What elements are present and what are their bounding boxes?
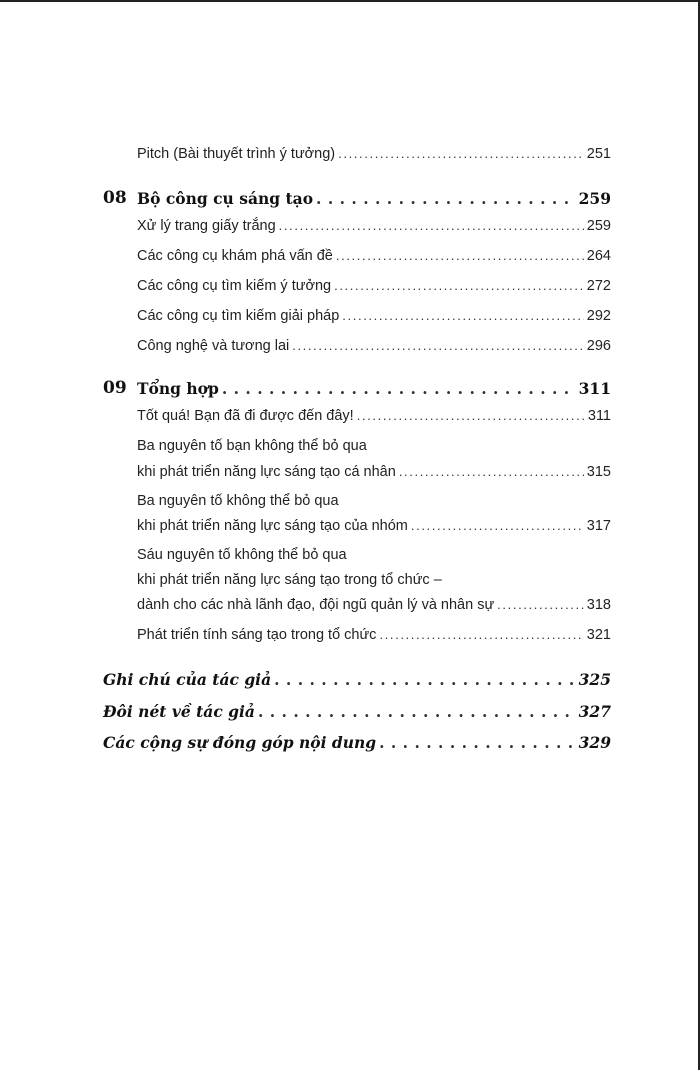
- toc-entry-title-line: Ba nguyên tố không thể bỏ qua: [137, 493, 339, 509]
- dot-leader: [342, 308, 584, 324]
- toc-entry-title: khi phát triển năng lực sáng tạo của nhóm: [137, 518, 408, 534]
- toc-entry-title: Pitch (Bài thuyết trình ý tưởng): [137, 146, 336, 162]
- dot-leader: [334, 278, 584, 294]
- toc-entry[interactable]: [137, 218, 611, 234]
- dot-leader: [379, 733, 576, 752]
- toc-back-matter-entry[interactable]: [103, 670, 611, 689]
- toc-entry-title: Xử lý trang giấy trắng: [137, 218, 276, 234]
- toc-entry[interactable]: [137, 627, 611, 643]
- toc-entry-title: Tốt quá! Bạn đã đi được đến đây!: [137, 408, 354, 424]
- toc-entry-page: 272: [586, 278, 611, 294]
- toc-back-matter-entry[interactable]: [103, 733, 611, 752]
- chapter-page: 259: [578, 189, 611, 208]
- toc-chapter-08[interactable]: [137, 189, 611, 208]
- toc-entry[interactable]: [137, 248, 611, 264]
- chapter-page: 311: [578, 379, 611, 398]
- chapter-title: Bộ công cụ sáng tạo: [137, 189, 314, 208]
- toc-entry-page: 321: [586, 627, 611, 643]
- dot-leader: [292, 338, 584, 354]
- back-matter-title: Các cộng sự đóng góp nội dung: [103, 733, 377, 752]
- toc-entry-page: 318: [586, 597, 611, 613]
- dot-leader: [399, 464, 584, 480]
- dot-leader: [357, 408, 585, 424]
- toc-entry-title: Các công cụ tìm kiếm ý tưởng: [137, 278, 332, 294]
- toc-entry[interactable]: [137, 308, 611, 324]
- toc-entry[interactable]: [137, 408, 611, 424]
- toc-entry[interactable]: [137, 518, 611, 534]
- toc-entry-title: Các công cụ khám phá vấn đề: [137, 248, 333, 264]
- dot-leader: [497, 597, 584, 613]
- dot-leader: [336, 248, 584, 264]
- toc-entry-page: 264: [586, 248, 611, 264]
- toc-entry-page: 311: [587, 408, 611, 424]
- back-matter-title: Ghi chú của tác giả: [103, 670, 272, 689]
- chapter-title: Tổng hợp: [137, 379, 219, 398]
- toc-back-matter-entry[interactable]: [103, 702, 611, 721]
- toc-entry-title: khi phát triển năng lực sáng tạo cá nhân: [137, 464, 396, 480]
- toc-entry-title-line: Ba nguyên tố bạn không thể bỏ qua: [137, 438, 367, 454]
- toc-entry-page: 259: [586, 218, 611, 234]
- back-matter-page: 325: [578, 670, 611, 689]
- toc-entry[interactable]: [137, 464, 611, 480]
- toc-entry-title: Công nghệ và tương lai: [137, 338, 290, 354]
- toc-entry-title-line: khi phát triển năng lực sáng tạo trong tổ chức –: [137, 572, 442, 588]
- dot-leader: [279, 218, 584, 234]
- toc-entry[interactable]: [137, 278, 611, 294]
- toc-entry-pitch[interactable]: [137, 146, 611, 162]
- chapter-number-09: 09: [103, 378, 127, 398]
- back-matter-page: 327: [578, 702, 611, 721]
- dot-leader: [222, 379, 576, 398]
- toc-entry[interactable]: [137, 338, 611, 354]
- toc-entry[interactable]: [137, 597, 611, 613]
- toc-entry-title: Phát triển tính sáng tạo trong tổ chức: [137, 627, 377, 643]
- back-matter-page: 329: [578, 733, 611, 752]
- dot-leader: [274, 670, 576, 689]
- toc-entry-page: 296: [586, 338, 611, 354]
- toc-entry-title: Các công cụ tìm kiếm giải pháp: [137, 308, 340, 324]
- dot-leader: [258, 702, 576, 721]
- dot-leader: [379, 627, 583, 643]
- dot-leader: [338, 146, 584, 162]
- dot-leader: [316, 189, 576, 208]
- back-matter-title: Đôi nét về tác giả: [103, 702, 255, 721]
- toc-entry-page: 292: [586, 308, 611, 324]
- toc-entry-page: 251: [586, 146, 611, 162]
- toc-entry-page: 315: [586, 464, 611, 480]
- toc-entry-page: 317: [586, 518, 611, 534]
- toc-chapter-09[interactable]: [137, 379, 611, 398]
- toc-entry-title-line: Sáu nguyên tố không thể bỏ qua: [137, 547, 347, 563]
- dot-leader: [411, 518, 584, 534]
- toc-entry-title: dành cho các nhà lãnh đạo, đội ngũ quản lý và nhân sự: [137, 597, 495, 613]
- chapter-number-08: 08: [103, 188, 127, 208]
